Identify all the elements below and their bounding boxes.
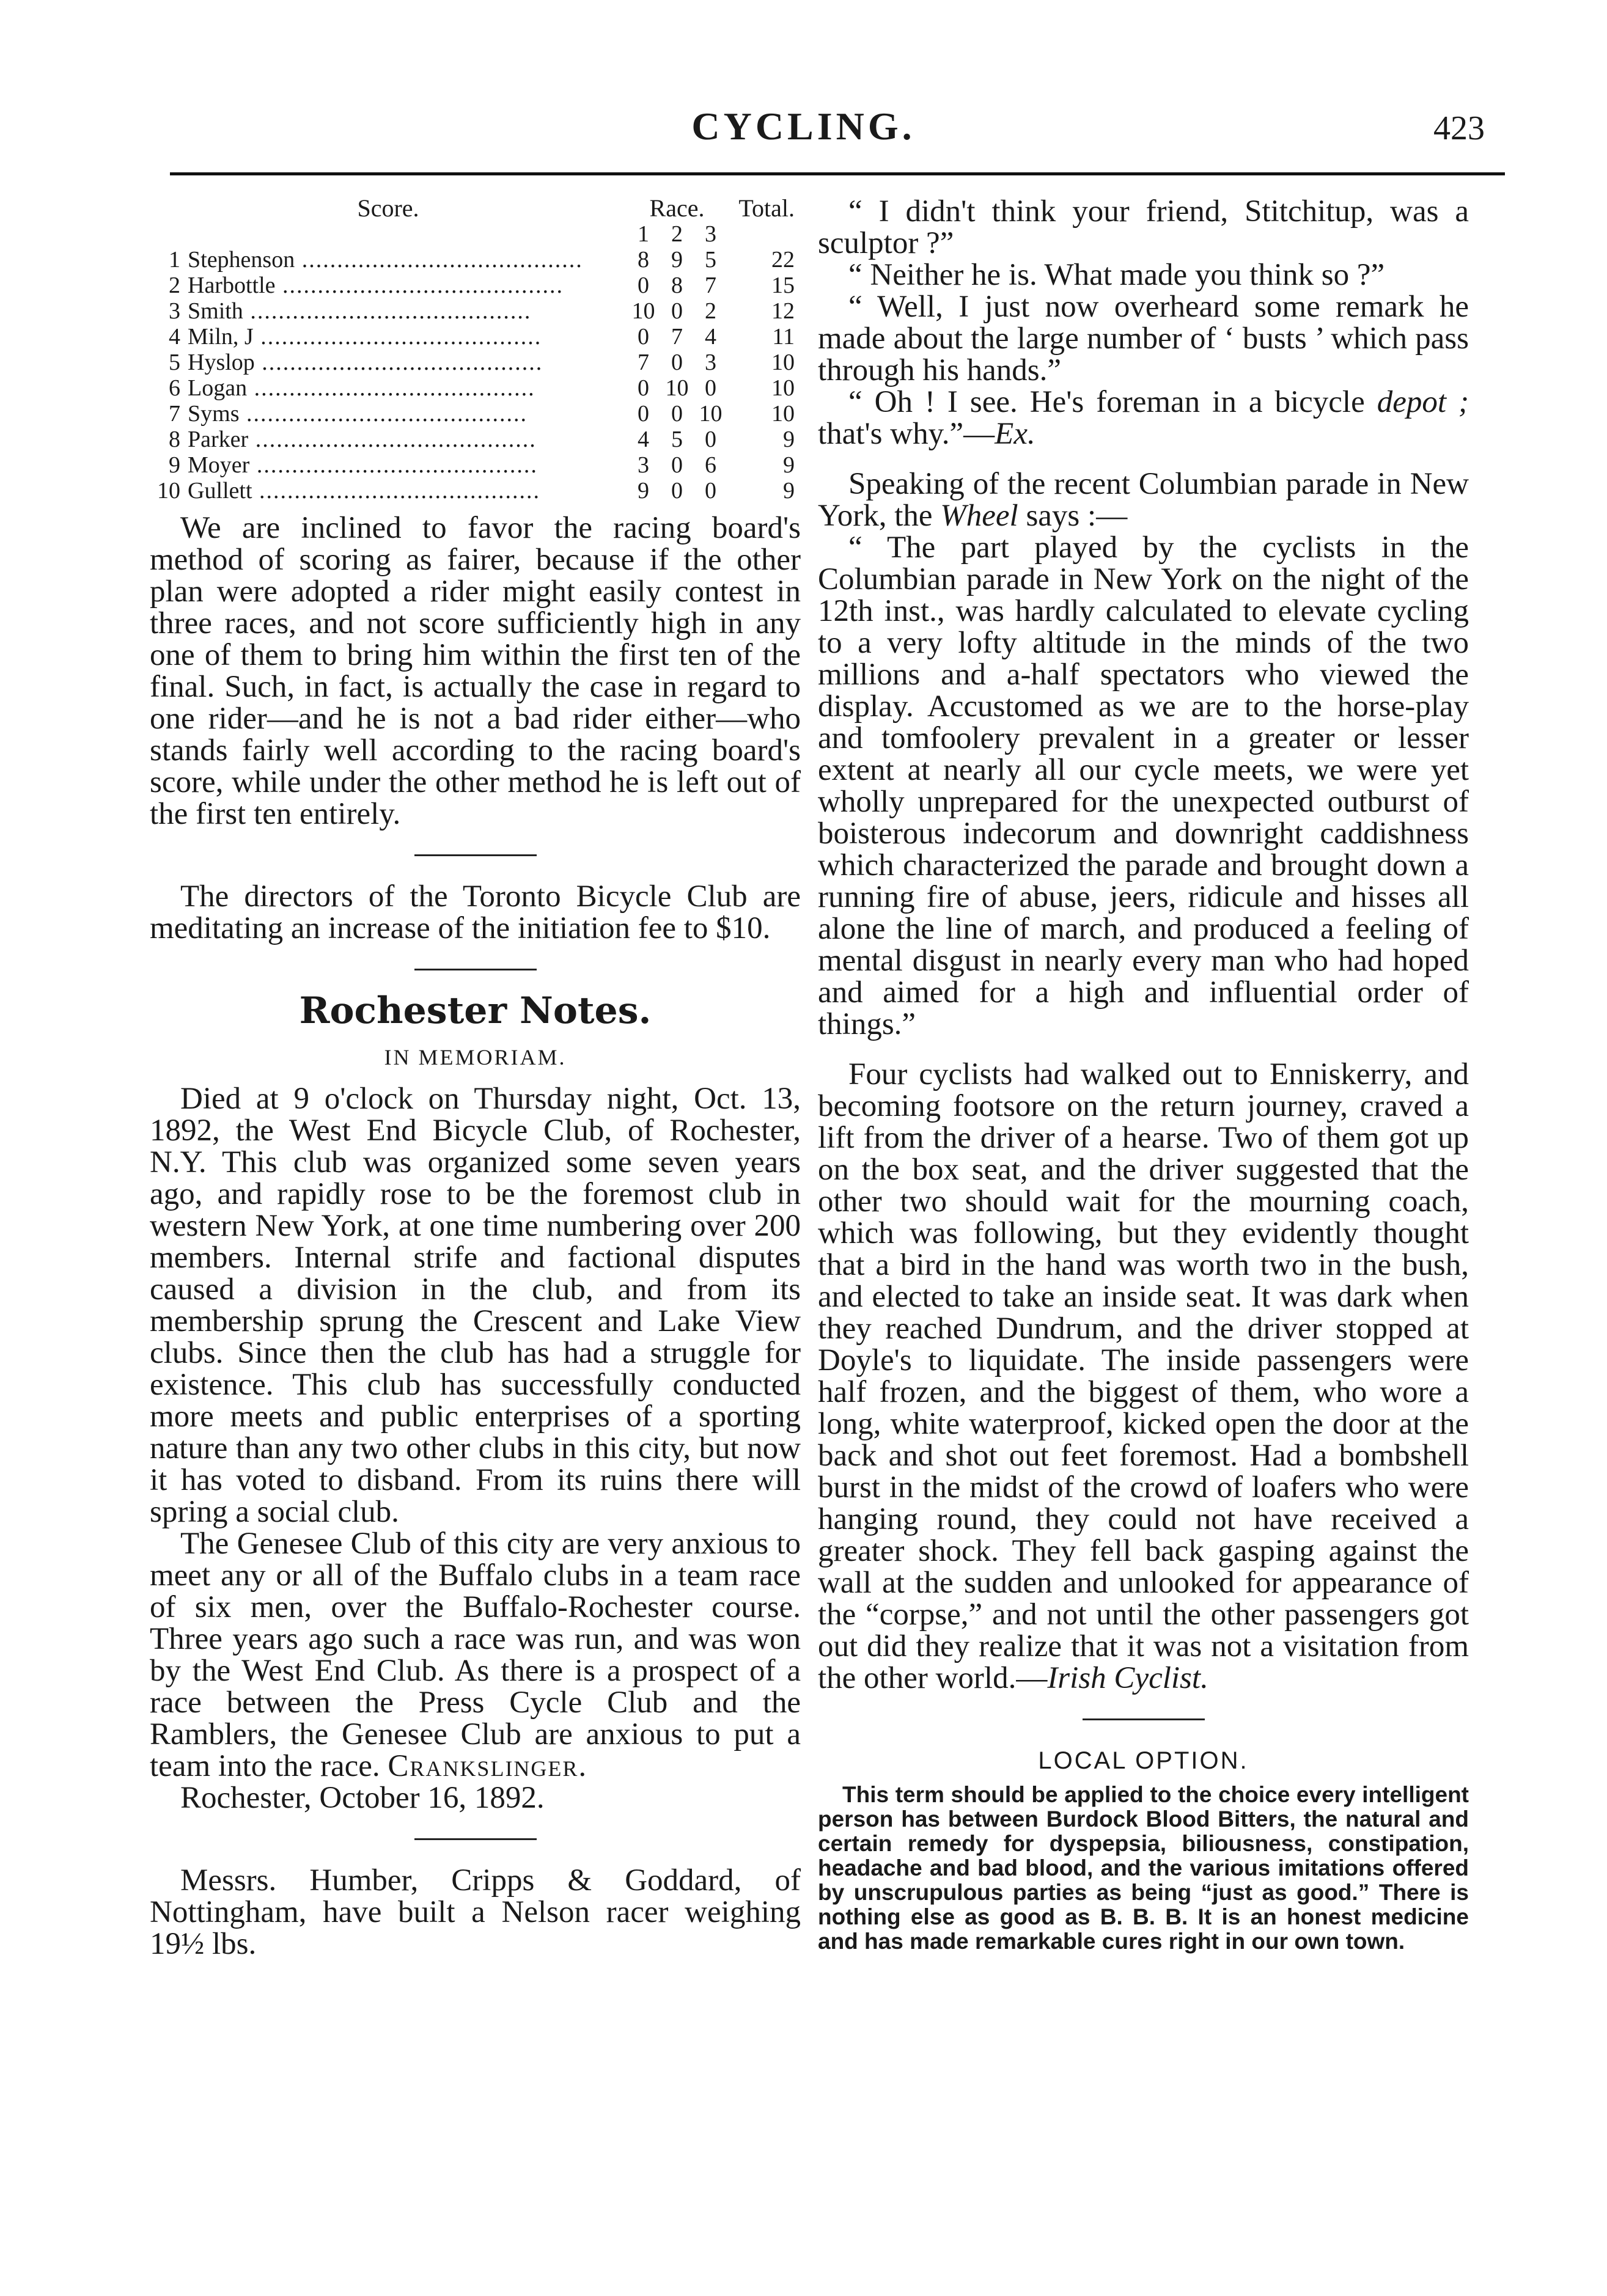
race-score: 9 (671, 247, 683, 273)
race-score: 4 (705, 324, 716, 350)
leader-dots: ........................................ (253, 324, 542, 350)
rider-name: Harbottle (188, 273, 276, 298)
paragraph-died: Died at 9 o'clock on Thursday night, Oct. 13, 1892, the West End Bicycle Club, of Rochester, N.Y. This club was organized some seven years ago, and rapidly rose to be the foremost club in western New York, at one time numbering over 200 members. Internal strife and factional disputes caused a division in the club, and from its membership sprung the Crescent and Lake View clubs. Since then the club has had a struggle for existence. This club has successfully conducted more meets and public enterprises of a sporting nature than any two other clubs in this city, but now it has voted to disband. From its ruins there will spring a social club. (150, 1082, 801, 1529)
joke-line-4-b: that's why.”— (818, 417, 995, 451)
leader-dots: ........................................ (249, 452, 538, 478)
score-rows (150, 247, 801, 504)
paragraph-speaking (818, 468, 1469, 532)
table-row (150, 401, 801, 427)
rider-cell (150, 478, 627, 504)
leader-dots: ........................................ (239, 401, 528, 427)
race-score: 0 (638, 324, 649, 350)
race-score: 5 (705, 247, 716, 273)
table-row (150, 427, 801, 452)
table-row (150, 478, 801, 504)
race-score: 0 (671, 298, 683, 324)
leader-dots: ........................................ (295, 247, 583, 273)
rider-name: Syms (188, 401, 240, 427)
total-score: 9 (783, 452, 795, 478)
paragraph-four-cyclists (818, 1058, 1469, 1694)
leader-dots: ........................................ (243, 298, 532, 324)
irish-cyclist-source: Irish Cyclist. (1047, 1661, 1208, 1695)
total-score: 9 (783, 427, 795, 452)
table-row (150, 350, 801, 375)
joke-line-4-a: “ Oh ! I see. He's foreman in a bicycle (848, 385, 1365, 419)
four-cyclists-text: Four cyclists had walked out to Enniskerry, and becoming footsore on the return journey, craved a lift from the driver of a hearse. Two of them got up on the box seat, and the driver suggested that the other two should wait for the mourning coach, which was following, but they evidently thought that a bird in the hand was worth two in the bush, and elected to take an inside seat. It was dark when they reached Dundrum, and the driver stopped at Doyle's to liquidate. The inside passengers were half frozen, and the biggest of them, who wore a long, white waterproof, kicked open the door at the back and shot out feet foremost. Had a bombshell burst in the midst of the crowd of loafers who were hanging round, they could not have received a greater shock. They fell back gasping against the wall at the sudden and unlooked for appearance of the “corpse,” and not until the other passengers got out did they realize that it was not a visitation from the other world.— (818, 1057, 1469, 1695)
race-score: 0 (705, 375, 716, 401)
rider-rank: 10 (157, 478, 180, 504)
total-score: 12 (771, 298, 795, 324)
total-score: 22 (771, 247, 795, 273)
rider-name: Moyer (188, 452, 250, 478)
race-score: 0 (671, 401, 683, 427)
race-score: 0 (705, 427, 716, 452)
score-table-header (150, 196, 801, 221)
joke-line-2: “ Neither he is. What made you think so ?” (848, 258, 1385, 292)
race-score: 10 (665, 375, 689, 401)
rider-cell (150, 452, 627, 478)
race-number: 3 (705, 221, 716, 247)
race-score: 3 (638, 452, 649, 478)
rider-rank: 3 (169, 298, 180, 324)
race-score: 0 (638, 401, 649, 427)
leader-dots: ........................................ (275, 273, 564, 298)
race-score: 4 (638, 427, 649, 452)
local-option-text: This term should be applied to the choice every intelligent person has between Burdock Blood Bitters, the natural and certain remedy for dyspepsia, biliousness, constipation, headache and bad blood, and the various imitations offered by unscrupulous parties as being “just as good.” There is nothing else as good as B. B. B. It is an honest medicine and has made remarkable cures right in our own town. (818, 1782, 1469, 1954)
rider-name: Logan (188, 375, 248, 401)
header-rule (170, 172, 1505, 175)
table-row (150, 375, 801, 401)
table-row (150, 273, 801, 298)
leader-dots: ........................................ (254, 350, 543, 375)
rider-cell (150, 247, 627, 273)
race-header: Race. (649, 194, 705, 222)
total-score: 10 (771, 350, 795, 375)
total-score: 10 (771, 375, 795, 401)
rider-rank: 8 (169, 427, 180, 452)
race-score: 9 (638, 478, 649, 504)
section-divider (414, 1838, 537, 1840)
race-number: 1 (638, 221, 649, 247)
joke-line-3: “ Well, I just now overheard some remark he made about the large number of ‘ busts ’ which pass through his hands.” (818, 290, 1469, 387)
rider-rank: 1 (169, 247, 180, 273)
section-divider (414, 969, 537, 970)
paragraph-parade: “ The part played by the cyclists in the Columbian parade in New York on the night of the 12th inst., was hardly calculated to elevate cycling to a very lofty altitude in the minds of the two millions and a-half spectators who viewed the display. Accustomed as we are to the horse-play and tomfoolery prevalent in a greater or lesser extent at nearly all our cycle meets, we were yet wholly unprepared for the unexpected outburst of boisterous indecorum and downright caddishness which characterized the parade and brought down a running fire of abuse, jeers, ridicule and hisses all alone the line of march, and produced a feeling of mental disgust in nearly every man who had hoped and aimed for a high and influential order of things.” (818, 530, 1469, 1041)
paragraph-dateline: Rochester, October 16, 1892. (180, 1781, 545, 1815)
score-header: Score. (357, 194, 419, 222)
speaking-a: Speaking of the recent Columbian parade in New York, the (818, 467, 1469, 533)
rider-rank: 6 (169, 375, 180, 401)
rider-cell (150, 324, 627, 350)
race-score: 0 (638, 273, 649, 298)
local-option-heading: LOCAL OPTION. (1038, 1747, 1249, 1774)
rider-rank: 4 (169, 324, 180, 350)
rider-name: Smith (188, 298, 243, 324)
race-score: 0 (671, 452, 683, 478)
leader-dots: ........................................ (252, 478, 541, 504)
total-score: 15 (771, 273, 795, 298)
signature: Crankslinger. (388, 1749, 588, 1783)
section-divider (1083, 1718, 1205, 1720)
rider-cell (150, 401, 627, 427)
section-divider (414, 854, 537, 856)
race-score: 10 (631, 298, 655, 324)
table-row (150, 452, 801, 478)
journal-title: CYCLING. (691, 105, 916, 148)
race-score: 10 (699, 401, 723, 427)
table-row (150, 298, 801, 324)
rider-cell (150, 427, 627, 452)
total-score: 11 (772, 324, 795, 350)
race-score: 3 (705, 350, 716, 375)
table-row (150, 324, 801, 350)
joke-source: Ex. (995, 417, 1035, 451)
race-score: 8 (671, 273, 683, 298)
leader-dots: ........................................ (247, 375, 535, 401)
rider-name: Hyslop (188, 350, 255, 375)
race-score: 7 (705, 273, 716, 298)
rider-cell (150, 375, 627, 401)
rider-rank: 2 (169, 273, 180, 298)
race-score: 0 (638, 375, 649, 401)
rider-cell (150, 350, 627, 375)
rider-cell (150, 273, 627, 298)
joke-line-4 (818, 386, 1469, 450)
paragraph-toronto: The directors of the Toronto Bicycle Club are meditating an increase of the initiation fee to $10. (150, 879, 801, 945)
race-score: 8 (638, 247, 649, 273)
race-score: 5 (671, 427, 683, 452)
rider-rank: 9 (169, 452, 180, 478)
wheel-title: Wheel (940, 499, 1018, 533)
left-column (150, 196, 801, 1960)
race-score: 2 (705, 298, 716, 324)
page-number: 423 (1433, 109, 1485, 147)
paragraph-humber: Messrs. Humber, Cripps & Goddard, of Nottingham, have built a Nelson racer weighing 19½ lbs. (150, 1863, 801, 1961)
local-option-body (818, 1783, 1469, 1954)
paragraph-scoring: We are inclined to favor the racing board's method of scoring as fairer, because if the other plan were adopted a rider might easily contest in three races, and not score sufficiently high in any one of them to bring him within the first ten of the final. Such, in fact, is actually the case in regard to one rider—and he is not a bad rider either—who stands fairly well according to the racing board's score, while under the other method he is left out of the first ten entirely. (150, 511, 801, 831)
genesee-text: The Genesee Club of this city are very anxious to meet any or all of the Buffalo clubs in a team race of six men, over the Buffalo-Rochester course. Three years ago such a race was run, and was won by the West End Club. As there is a prospect of a race between the Press Cycle Club and the Ramblers, the Genesee Club are anxious to put a team into the race. (150, 1527, 801, 1783)
paragraph-genesee (150, 1528, 801, 1782)
total-header: Total. (738, 194, 795, 222)
race-number-row (150, 221, 801, 247)
rider-rank: 5 (169, 350, 180, 375)
rider-name: Gullett (188, 478, 252, 504)
speaking-b: says :— (1018, 499, 1128, 533)
race-score: 7 (638, 350, 649, 375)
right-column (818, 196, 1469, 1954)
rider-name: Miln, J (188, 324, 254, 350)
in-memoriam-heading: IN MEMORIAM. (384, 1045, 567, 1069)
score-table (150, 196, 801, 504)
race-score: 0 (671, 350, 683, 375)
rider-rank: 7 (169, 401, 180, 427)
leader-dots: ........................................ (248, 427, 537, 452)
rider-cell (150, 298, 627, 324)
rider-name: Stephenson (188, 247, 295, 273)
race-score: 7 (671, 324, 683, 350)
race-score: 0 (705, 478, 716, 504)
total-score: 9 (783, 478, 795, 504)
rochester-notes-heading: Rochester Notes. (299, 989, 652, 1032)
table-row (150, 247, 801, 273)
race-score: 6 (705, 452, 716, 478)
rider-name: Parker (188, 427, 249, 452)
joke-depot: depot ; (1377, 385, 1469, 419)
total-score: 10 (771, 401, 795, 427)
race-score: 0 (671, 478, 683, 504)
race-number: 2 (671, 221, 683, 247)
joke-line-1: “ I didn't think your friend, Stitchitup, was a sculptor ?” (818, 194, 1469, 260)
